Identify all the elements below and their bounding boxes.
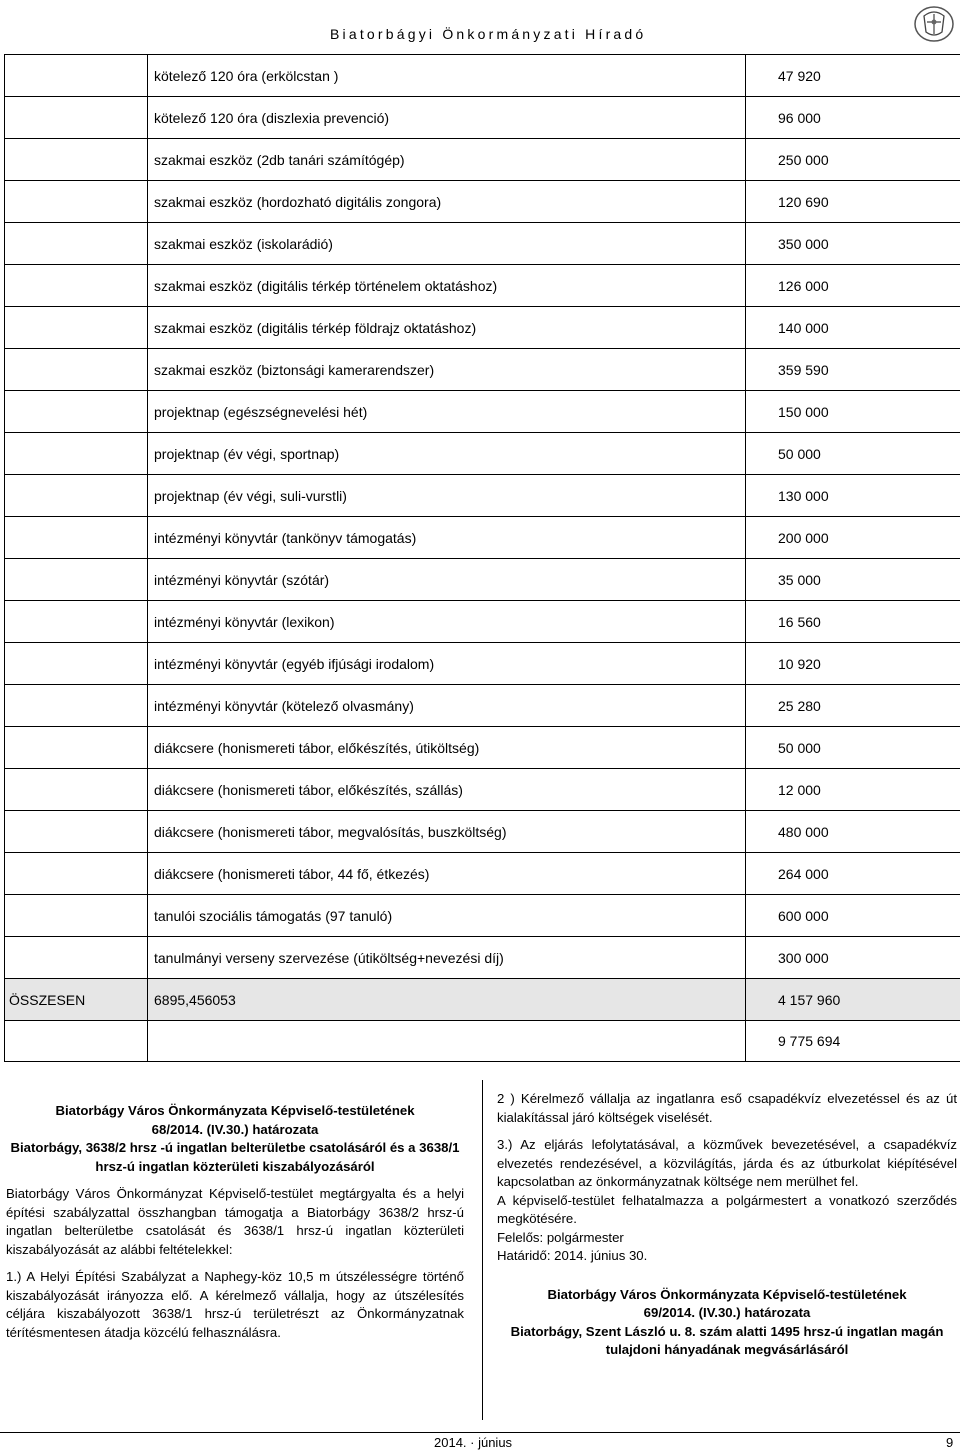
row-label: intézményi könyvtár (tankönyv támogatás) <box>148 517 746 559</box>
table-row <box>5 769 960 811</box>
row-amount: 25 280 <box>746 685 960 727</box>
resolution-68-deadline: Határidő: 2014. június 30. <box>497 1248 648 1263</box>
table-row <box>5 685 960 727</box>
row-empty-cell <box>5 937 148 979</box>
row-label: projektnap (év végi, suli-vurstli) <box>148 475 746 517</box>
row-empty-cell <box>5 307 148 349</box>
table-row <box>5 97 960 139</box>
row-empty-cell <box>5 223 148 265</box>
row-empty-cell <box>5 811 148 853</box>
resolution-69-title-line1: Biatorbágy Város Önkormányzata Képviselő-testületének <box>547 1286 907 1302</box>
table-row <box>5 601 960 643</box>
row-amount: 300 000 <box>746 937 960 979</box>
row-amount: 120 690 <box>746 181 960 223</box>
row-empty-cell <box>5 349 148 391</box>
publication-title: Biatorbágyi Önkormányzati Híradó <box>330 26 647 42</box>
table-row <box>5 643 960 685</box>
budget-table <box>4 54 960 1062</box>
row-amount: 150 000 <box>746 391 960 433</box>
resolution-68-responsible: Felelős: polgármester <box>497 1229 624 1245</box>
table-row <box>5 895 960 937</box>
row-label: diákcsere (honismereti tábor, megvalósítás, buszköltség) <box>148 811 746 853</box>
table-row <box>5 853 960 895</box>
row-label: szakmai eszköz (digitális térkép történelem oktatáshoz) <box>148 265 746 307</box>
row-amount: 50 000 <box>746 727 960 769</box>
row-amount: 35 000 <box>746 559 960 601</box>
grand-empty-cell <box>148 1021 746 1062</box>
row-empty-cell <box>5 769 148 811</box>
row-empty-cell <box>5 139 148 181</box>
row-label: szakmai eszköz (biztonsági kamerarendszer) <box>148 349 746 391</box>
row-label: szakmai eszköz (iskolarádió) <box>148 223 746 265</box>
table-row <box>5 349 960 391</box>
row-empty-cell <box>5 475 148 517</box>
table-row <box>5 55 960 97</box>
table-row <box>5 391 960 433</box>
column-divider <box>482 1080 483 1420</box>
row-amount: 96 000 <box>746 97 960 139</box>
grand-total-row <box>5 1021 960 1062</box>
resolution-68-point-2: 2 ) Kérelmező vállalja az ingatlanra eső csapadékvíz elvezetéssel és az út kialakítással járó költségek viselését. <box>497 1091 957 1125</box>
row-amount: 140 000 <box>746 307 960 349</box>
row-amount: 47 920 <box>746 55 960 97</box>
table-row <box>5 727 960 769</box>
total-row <box>5 979 960 1021</box>
resolution-68-point-3: 3.) Az eljárás lefolytatásával, a közművek bevezetésével, a csapadékvíz elvezetés rendezésével, a közvilágítás, járda és az útburkolat kiépítésével kapcsolatban az önkormányzatnak költsége nem merülhet fel. <box>497 1137 957 1189</box>
resolution-68-authorization: A képviselő-testület felhatalmazza a polgármestert a vonatkozó szerződés megkötésére. <box>497 1192 957 1226</box>
coat-of-arms-icon <box>912 4 956 44</box>
row-amount: 359 590 <box>746 349 960 391</box>
row-empty-cell <box>5 601 148 643</box>
row-label: diákcsere (honismereti tábor, előkészítés, szállás) <box>148 769 746 811</box>
resolution-68-intro: Biatorbágy Város Önkormányzat Képviselő-testület megtárgyalta és a helyi építési szabályzattal összhangban támogatja a Biatorbágy 3638/2 hrsz-ú ingatlan belterületbe csatolását és 3638/1 hrsz-ú ingatlan közterületi kiszabályozását az alábbi feltételekkel: <box>6 1186 464 1257</box>
table-row <box>5 307 960 349</box>
row-empty-cell <box>5 391 148 433</box>
page-number: 9 <box>946 1435 954 1450</box>
resolution-68-continued-column <box>497 1090 957 1360</box>
table-row <box>5 433 960 475</box>
table-row <box>5 181 960 223</box>
resolution-69-title-line2: 69/2014. (IV.30.) határozata <box>643 1305 811 1320</box>
grand-empty-cell <box>5 1021 148 1062</box>
row-empty-cell <box>5 97 148 139</box>
row-amount: 16 560 <box>746 601 960 643</box>
row-empty-cell <box>5 181 148 223</box>
table-row <box>5 475 960 517</box>
row-label: diákcsere (honismereti tábor, 44 fő, étkezés) <box>148 853 746 895</box>
total-value-2: 4 157 960 <box>746 979 960 1021</box>
table-row <box>5 517 960 559</box>
row-label: kötelező 120 óra (diszlexia prevenció) <box>148 97 746 139</box>
table-row <box>5 265 960 307</box>
row-label: intézményi könyvtár (szótár) <box>148 559 746 601</box>
resolution-69-subject: Biatorbágy, Szent László u. 8. szám alatti 1495 hrsz-ú ingatlan magán tulajdoni hányadának megvásárlásáról <box>510 1323 944 1357</box>
total-value-1: 6895,456053 <box>148 979 746 1021</box>
row-empty-cell <box>5 433 148 475</box>
row-amount: 600 000 <box>746 895 960 937</box>
row-amount: 350 000 <box>746 223 960 265</box>
row-empty-cell <box>5 517 148 559</box>
row-amount: 10 920 <box>746 643 960 685</box>
row-label: intézményi könyvtár (egyéb ifjúsági irodalom) <box>148 643 746 685</box>
table-row <box>5 937 960 979</box>
row-label: szakmai eszköz (hordozható digitális zongora) <box>148 181 746 223</box>
row-label: tanulói szociális támogatás (97 tanuló) <box>148 895 746 937</box>
row-empty-cell <box>5 55 148 97</box>
row-label: szakmai eszköz (digitális térkép földrajz oktatáshoz) <box>148 307 746 349</box>
row-label: kötelező 120 óra (erkölcstan ) <box>148 55 746 97</box>
resolution-68-subject: Biatorbágy, 3638/2 hrsz -ú ingatlan belterületbe csatolásáról és a 3638/1 hrsz-ú ingatlan közterületi kiszabályozásáról <box>10 1140 460 1174</box>
table-row <box>5 223 960 265</box>
row-label: intézményi könyvtár (kötelező olvasmány) <box>148 685 746 727</box>
resolution-68-point-1: 1.) A Helyi Építési Szabályzat a Naphegy-köz 10,5 m útszélességre történő kiszabályozását irányozza elő. A kérelmező vállalja, hogy az útszélesítés céljára kiszabályozott 3638/1 hrsz-ú területrészt az Önkormányzatnak térítésmentesen átadja közcélú felhasználásra. <box>6 1269 464 1340</box>
row-label: intézményi könyvtár (lexikon) <box>148 601 746 643</box>
row-amount: 126 000 <box>746 265 960 307</box>
table-row <box>5 559 960 601</box>
resolution-68-title-line2: 68/2014. (IV.30.) határozata <box>151 1121 319 1137</box>
row-empty-cell <box>5 643 148 685</box>
table-row <box>5 139 960 181</box>
row-label: projektnap (egészségnevelési hét) <box>148 391 746 433</box>
row-label: diákcsere (honismereti tábor, előkészítés, útiköltség) <box>148 727 746 769</box>
row-amount: 50 000 <box>746 433 960 475</box>
footer-rule <box>0 1432 960 1433</box>
row-amount: 200 000 <box>746 517 960 559</box>
row-label: projektnap (év végi, sportnap) <box>148 433 746 475</box>
row-amount: 250 000 <box>746 139 960 181</box>
resolution-68-column <box>6 1102 464 1342</box>
table-row <box>5 811 960 853</box>
row-amount: 12 000 <box>746 769 960 811</box>
row-label: tanulmányi verseny szervezése (útiköltség+nevezési díj) <box>148 937 746 979</box>
grand-total-value: 9 775 694 <box>746 1021 960 1062</box>
row-empty-cell <box>5 265 148 307</box>
row-empty-cell <box>5 559 148 601</box>
row-label: szakmai eszköz (2db tanári számítógép) <box>148 139 746 181</box>
row-empty-cell <box>5 853 148 895</box>
row-amount: 130 000 <box>746 475 960 517</box>
row-empty-cell <box>5 895 148 937</box>
row-amount: 480 000 <box>746 811 960 853</box>
row-empty-cell <box>5 727 148 769</box>
row-empty-cell <box>5 685 148 727</box>
row-amount: 264 000 <box>746 853 960 895</box>
footer-date: 2014. · június <box>434 1435 513 1450</box>
total-label: ÖSSZESEN <box>5 979 148 1021</box>
resolution-68-title-line1: Biatorbágy Város Önkormányzata Képviselő-testületének <box>55 1103 415 1118</box>
